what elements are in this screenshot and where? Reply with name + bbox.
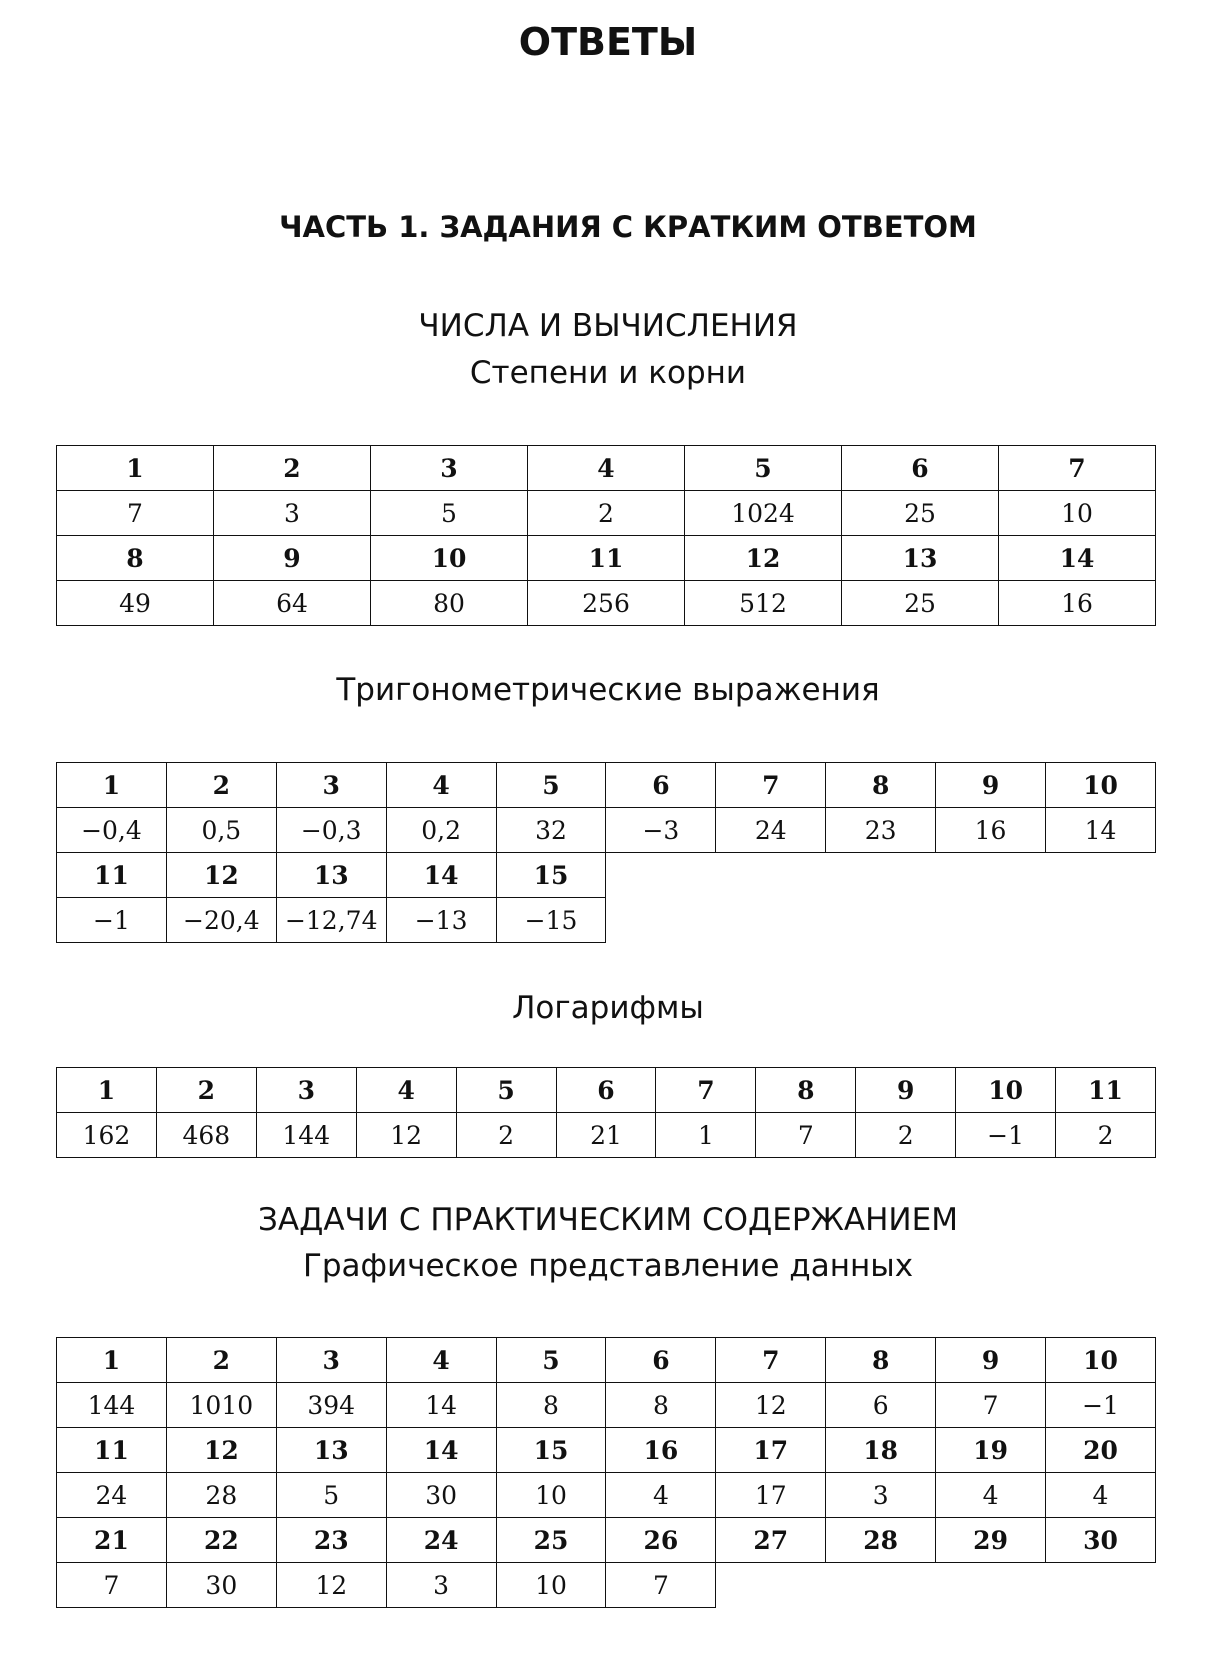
answer-cell: 16 (936, 808, 1046, 853)
answer-row (57, 1563, 1156, 1608)
answer-cell: 3 (214, 491, 371, 536)
task-number-cell: 3 (371, 446, 528, 491)
task-number-cell: 13 (276, 1428, 386, 1473)
task-number-cell: 18 (826, 1428, 936, 1473)
answer-cell: 144 (57, 1383, 167, 1428)
answer-cell: 1024 (685, 491, 842, 536)
task-number-cell: 5 (456, 1068, 556, 1113)
task-number-cell: 27 (716, 1518, 826, 1563)
task-number-cell: 6 (556, 1068, 656, 1113)
answer-cell: 4 (1046, 1473, 1156, 1518)
task-number-cell: 15 (496, 853, 606, 898)
section-subtitle-graphical-data: Графическое представление данных (302, 1248, 914, 1284)
task-number-cell: 7 (716, 763, 826, 808)
answer-row (57, 898, 1156, 943)
task-number-cell: 15 (496, 1428, 606, 1473)
empty-cell (826, 1563, 936, 1608)
answers-table-graphical-data (56, 1337, 1156, 1608)
task-number-cell: 22 (166, 1518, 276, 1563)
page-title: ОТВЕТЫ (518, 20, 698, 64)
task-number-cell: 5 (496, 763, 606, 808)
task-number-cell: 4 (356, 1068, 456, 1113)
task-number-row (57, 446, 1156, 491)
section-title-numbers: ЧИСЛА И ВЫЧИСЛЕНИЯ (418, 308, 798, 344)
task-number-cell: 7 (999, 446, 1156, 491)
answer-cell: 24 (57, 1473, 167, 1518)
empty-cell (716, 898, 826, 943)
answer-cell: 7 (57, 491, 214, 536)
answer-cell: 21 (556, 1113, 656, 1158)
task-number-cell: 29 (936, 1518, 1046, 1563)
empty-cell (826, 898, 936, 943)
empty-cell (606, 853, 716, 898)
task-number-cell: 11 (57, 1428, 167, 1473)
task-number-cell: 2 (166, 763, 276, 808)
task-number-cell: 10 (1046, 1338, 1156, 1383)
task-number-cell: 1 (57, 1338, 167, 1383)
answer-cell: 4 (606, 1473, 716, 1518)
empty-cell (936, 898, 1046, 943)
answer-row (57, 1383, 1156, 1428)
task-number-cell: 14 (386, 1428, 496, 1473)
answer-cell: 2 (856, 1113, 956, 1158)
empty-cell (716, 853, 826, 898)
answer-cell: −1 (956, 1113, 1056, 1158)
task-number-cell: 30 (1046, 1518, 1156, 1563)
answer-cell: −15 (496, 898, 606, 943)
task-number-cell: 4 (386, 763, 496, 808)
answer-cell: 28 (166, 1473, 276, 1518)
task-number-cell: 8 (756, 1068, 856, 1113)
task-number-cell: 8 (57, 536, 214, 581)
task-number-cell: 6 (606, 763, 716, 808)
answer-cell: 8 (606, 1383, 716, 1428)
task-number-cell: 11 (1056, 1068, 1156, 1113)
answer-cell: 12 (356, 1113, 456, 1158)
empty-cell (936, 853, 1046, 898)
task-number-row (57, 853, 1156, 898)
section-subtitle-logarithms: Логарифмы (512, 990, 704, 1026)
answer-cell: 25 (842, 581, 999, 626)
task-number-cell: 3 (276, 1338, 386, 1383)
task-number-cell: 1 (57, 763, 167, 808)
answer-cell: 14 (386, 1383, 496, 1428)
task-number-cell: 21 (57, 1518, 167, 1563)
task-number-cell: 10 (1046, 763, 1156, 808)
answer-cell: 2 (528, 491, 685, 536)
answer-cell: 12 (276, 1563, 386, 1608)
answer-cell: 24 (716, 808, 826, 853)
answer-cell: 256 (528, 581, 685, 626)
answer-cell: 16 (999, 581, 1156, 626)
answer-cell: 2 (1056, 1113, 1156, 1158)
task-number-cell: 16 (606, 1428, 716, 1473)
answer-cell: 10 (999, 491, 1156, 536)
section-subtitle-trigonometric: Тригонометрические выражения (336, 672, 880, 708)
task-number-row (57, 536, 1156, 581)
task-number-cell: 6 (606, 1338, 716, 1383)
empty-cell (1046, 1563, 1156, 1608)
task-number-cell: 8 (826, 763, 936, 808)
answer-row (57, 1113, 1156, 1158)
answer-cell: 6 (826, 1383, 936, 1428)
answer-cell: −20,4 (166, 898, 276, 943)
answer-cell: 512 (685, 581, 842, 626)
answer-row (57, 491, 1156, 536)
task-number-cell: 19 (936, 1428, 1046, 1473)
answer-row (57, 581, 1156, 626)
answer-cell: 1 (656, 1113, 756, 1158)
task-number-cell: 13 (842, 536, 999, 581)
answer-cell: 468 (156, 1113, 256, 1158)
answer-cell: 64 (214, 581, 371, 626)
answer-cell: 3 (386, 1563, 496, 1608)
answer-cell: 14 (1046, 808, 1156, 853)
task-number-cell: 17 (716, 1428, 826, 1473)
task-number-row (57, 1428, 1156, 1473)
answer-cell: 5 (371, 491, 528, 536)
answer-cell: −13 (386, 898, 496, 943)
answer-cell: 162 (57, 1113, 157, 1158)
answer-cell: 8 (496, 1383, 606, 1428)
answer-cell: −12,74 (276, 898, 386, 943)
task-number-cell: 2 (166, 1338, 276, 1383)
task-number-cell: 9 (936, 763, 1046, 808)
answer-cell: −3 (606, 808, 716, 853)
task-number-cell: 14 (386, 853, 496, 898)
task-number-cell: 5 (496, 1338, 606, 1383)
task-number-cell: 28 (826, 1518, 936, 1563)
answer-cell: 49 (57, 581, 214, 626)
task-number-row (57, 1338, 1156, 1383)
answers-table-trigonometric (56, 762, 1156, 943)
section-title-practical: ЗАДАЧИ С ПРАКТИЧЕСКИМ СОДЕРЖАНИЕМ (258, 1202, 958, 1238)
task-number-cell: 10 (956, 1068, 1056, 1113)
answer-cell: 5 (276, 1473, 386, 1518)
task-number-cell: 2 (214, 446, 371, 491)
answer-cell: −0,4 (57, 808, 167, 853)
task-number-row (57, 763, 1156, 808)
section-subtitle-powers-roots: Степени и корни (469, 355, 747, 391)
answer-cell: 7 (756, 1113, 856, 1158)
task-number-cell: 9 (214, 536, 371, 581)
answer-cell: 394 (276, 1383, 386, 1428)
task-number-cell: 3 (276, 763, 386, 808)
task-number-cell: 4 (528, 446, 685, 491)
answer-cell: 7 (57, 1563, 167, 1608)
task-number-cell: 8 (826, 1338, 936, 1383)
answer-row (57, 808, 1156, 853)
task-number-cell: 5 (685, 446, 842, 491)
task-number-cell: 25 (496, 1518, 606, 1563)
task-number-cell: 20 (1046, 1428, 1156, 1473)
part-title: ЧАСТЬ 1. ЗАДАНИЯ С КРАТКИМ ОТВЕТОМ (279, 210, 977, 244)
task-number-cell: 7 (716, 1338, 826, 1383)
answer-cell: 10 (496, 1473, 606, 1518)
answer-cell: 7 (936, 1383, 1046, 1428)
answer-cell: 12 (716, 1383, 826, 1428)
answer-cell: 25 (842, 491, 999, 536)
answers-table-powers-roots (56, 445, 1156, 626)
answer-cell: 0,5 (166, 808, 276, 853)
task-number-cell: 13 (276, 853, 386, 898)
empty-cell (606, 898, 716, 943)
answer-cell: 10 (496, 1563, 606, 1608)
task-number-cell: 10 (371, 536, 528, 581)
task-number-cell: 11 (57, 853, 167, 898)
answer-cell: 7 (606, 1563, 716, 1608)
task-number-cell: 6 (842, 446, 999, 491)
task-number-cell: 12 (166, 853, 276, 898)
task-number-cell: 26 (606, 1518, 716, 1563)
answer-cell: 80 (371, 581, 528, 626)
answer-cell: 144 (256, 1113, 356, 1158)
answer-cell: 0,2 (386, 808, 496, 853)
empty-cell (716, 1563, 826, 1608)
task-number-cell: 12 (685, 536, 842, 581)
answer-cell: 30 (166, 1563, 276, 1608)
task-number-cell: 1 (57, 1068, 157, 1113)
answer-cell: 17 (716, 1473, 826, 1518)
task-number-row (57, 1068, 1156, 1113)
answer-cell: 32 (496, 808, 606, 853)
answer-cell: −0,3 (276, 808, 386, 853)
task-number-cell: 2 (156, 1068, 256, 1113)
empty-cell (1046, 853, 1156, 898)
task-number-cell: 24 (386, 1518, 496, 1563)
task-number-cell: 3 (256, 1068, 356, 1113)
task-number-cell: 12 (166, 1428, 276, 1473)
answer-cell: 4 (936, 1473, 1046, 1518)
answer-cell: 1010 (166, 1383, 276, 1428)
empty-cell (936, 1563, 1046, 1608)
empty-cell (826, 853, 936, 898)
task-number-cell: 23 (276, 1518, 386, 1563)
answers-table-logarithms (56, 1067, 1156, 1158)
answer-cell: −1 (1046, 1383, 1156, 1428)
answer-cell: 2 (456, 1113, 556, 1158)
answer-cell: 23 (826, 808, 936, 853)
answer-cell: −1 (57, 898, 167, 943)
task-number-cell: 14 (999, 536, 1156, 581)
task-number-row (57, 1518, 1156, 1563)
task-number-cell: 9 (936, 1338, 1046, 1383)
task-number-cell: 4 (386, 1338, 496, 1383)
answer-cell: 3 (826, 1473, 936, 1518)
task-number-cell: 7 (656, 1068, 756, 1113)
empty-cell (1046, 898, 1156, 943)
task-number-cell: 1 (57, 446, 214, 491)
task-number-cell: 11 (528, 536, 685, 581)
answer-cell: 30 (386, 1473, 496, 1518)
task-number-cell: 9 (856, 1068, 956, 1113)
answer-row (57, 1473, 1156, 1518)
